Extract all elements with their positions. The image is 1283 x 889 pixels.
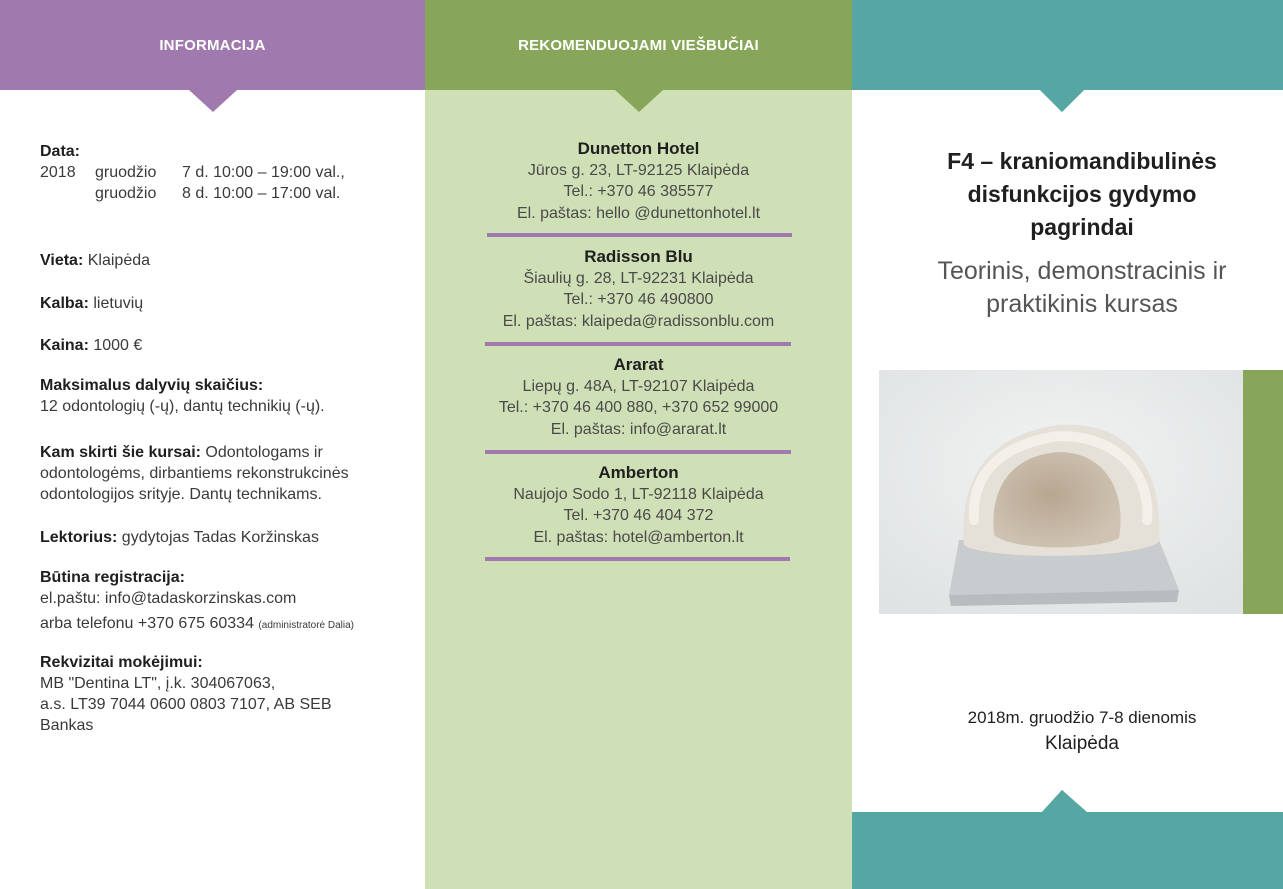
course-title-line-2: disfunkcijos gydymo	[967, 181, 1197, 207]
hotel-card	[425, 354, 852, 440]
hotel-address: Jūros g. 23, LT-92125 Klaipėda	[527, 161, 750, 179]
hotel-name: Amberton	[598, 463, 679, 482]
cover-column	[852, 0, 1283, 889]
registration-block	[40, 567, 410, 636]
hotel-divider	[485, 342, 791, 346]
hotel-name: Dunetton Hotel	[577, 139, 700, 158]
hotel-phone[interactable]: Tel.: +370 46 490800	[563, 291, 714, 308]
hotel-card	[425, 138, 852, 224]
registration-phone[interactable]: arba telefonu +370 675 60334	[40, 615, 254, 632]
place-label: Vieta:	[40, 252, 84, 269]
price-value: 1000 €	[93, 337, 143, 354]
registration-email[interactable]: el.paštu: info@tadaskorzinskas.com	[40, 590, 297, 607]
course-title-line-3: pagrindai	[1030, 214, 1134, 240]
hotel-phone[interactable]: Tel.: +370 46 400 880, +370 652 99000	[498, 399, 779, 416]
date-month-2: gruodžio	[95, 185, 157, 202]
dental-cast-image	[879, 370, 1243, 614]
hotel-card	[425, 246, 852, 332]
date-block	[40, 141, 410, 204]
date-time-2: 8 d. 10:00 – 17:00 val.	[182, 185, 341, 202]
audience-value-2: odontologėms, dirbantiems rekonstrukcinės	[40, 465, 349, 482]
payment-line-1: MB "Dentina LT", į.k. 304067063,	[40, 675, 276, 692]
course-title-line-1: F4 – kraniomandibulinės	[947, 148, 1217, 174]
hotel-address: Naujojo Sodo 1, LT-92118 Klaipėda	[513, 485, 764, 503]
payment-block	[40, 652, 410, 736]
hotel-phone[interactable]: Tel. +370 46 404 372	[563, 507, 714, 524]
course-city: Klaipėda	[1045, 733, 1119, 754]
payment-line-2: a.s. LT39 7044 0600 0803 7107, AB SEB	[40, 696, 332, 713]
dental-cast-photo	[879, 370, 1243, 614]
audience-label: Kam skirti šie kursai:	[40, 444, 201, 461]
lecturer-line	[40, 527, 410, 548]
hotel-phone[interactable]: Tel.: +370 46 385577	[563, 183, 714, 200]
hotel-card	[425, 462, 852, 548]
hotel-email[interactable]: El. paštas: hotel@amberton.lt	[533, 528, 744, 546]
hotel-email[interactable]: El. paštas: klaipeda@radissonblu.com	[502, 312, 775, 330]
hotels-header-arrow	[615, 90, 663, 112]
course-subtitle-line-1: Teorinis, demonstracinis ir	[937, 257, 1227, 285]
info-column	[0, 0, 425, 889]
cover-green-bar	[1243, 370, 1283, 614]
hotel-divider	[485, 450, 791, 454]
date-label: Data:	[40, 143, 81, 160]
language-label: Kalba:	[40, 295, 89, 312]
registration-admin: (administratorė Dalia)	[258, 620, 355, 631]
language-line	[40, 293, 410, 314]
hotel-email[interactable]: El. paštas: info@ararat.lt	[550, 420, 727, 438]
registration-label: Būtina registracija:	[40, 569, 185, 586]
hotel-divider	[485, 557, 790, 561]
date-month-1: gruodžio	[95, 164, 157, 181]
payment-line-3: Bankas	[40, 717, 94, 734]
course-date-block	[882, 705, 1282, 757]
place-line	[40, 250, 410, 271]
hotels-column	[425, 0, 852, 889]
price-label: Kaina:	[40, 337, 89, 354]
course-title	[882, 145, 1282, 244]
lecturer-label: Lektorius:	[40, 529, 118, 546]
max-participants-block	[40, 375, 410, 417]
hotel-divider	[487, 233, 792, 237]
course-subtitle	[882, 255, 1282, 321]
place-value: Klaipėda	[87, 252, 151, 269]
course-subtitle-line-2: praktikinis kursas	[986, 290, 1178, 318]
date-time-1: 7 d. 10:00 – 19:00 val.,	[182, 164, 345, 181]
price-line	[40, 335, 410, 356]
payment-label: Rekvizitai mokėjimui:	[40, 654, 203, 671]
info-header-label: INFORMACIJA	[159, 36, 266, 54]
language-value: lietuvių	[93, 295, 144, 312]
hotel-address: Liepų g. 48A, LT-92107 Klaipėda	[522, 377, 755, 395]
course-date-line: 2018m. gruodžio 7-8 dienomis	[967, 708, 1197, 727]
lecturer-value: gydytojas Tadas Koržinskas	[121, 529, 319, 546]
cover-bottom-notch	[852, 780, 1283, 870]
hotel-email[interactable]: El. paštas: hello @dunettonhotel.lt	[516, 204, 761, 222]
hotel-name: Radisson Blu	[584, 247, 693, 266]
date-year: 2018	[40, 164, 76, 181]
hotel-address: Šiaulių g. 28, LT-92231 Klaipėda	[523, 269, 754, 287]
hotels-header-label: REKOMENDUOJAMI VIEŠBUČIAI	[518, 36, 759, 54]
audience-block	[40, 442, 410, 505]
audience-value-1: Odontologams ir	[205, 444, 323, 461]
audience-value-3: odontologijos srityje. Dantų technikams.	[40, 486, 322, 503]
info-header	[0, 0, 425, 90]
hotel-name: Ararat	[613, 355, 664, 374]
info-header-arrow	[189, 90, 237, 112]
max-value: 12 odontologių (-ų), dantų technikių (-ų).	[40, 398, 325, 415]
hotels-header	[425, 0, 852, 90]
max-label: Maksimalus dalyvių skaičius:	[40, 377, 264, 394]
cover-top-notch	[852, 0, 1283, 120]
